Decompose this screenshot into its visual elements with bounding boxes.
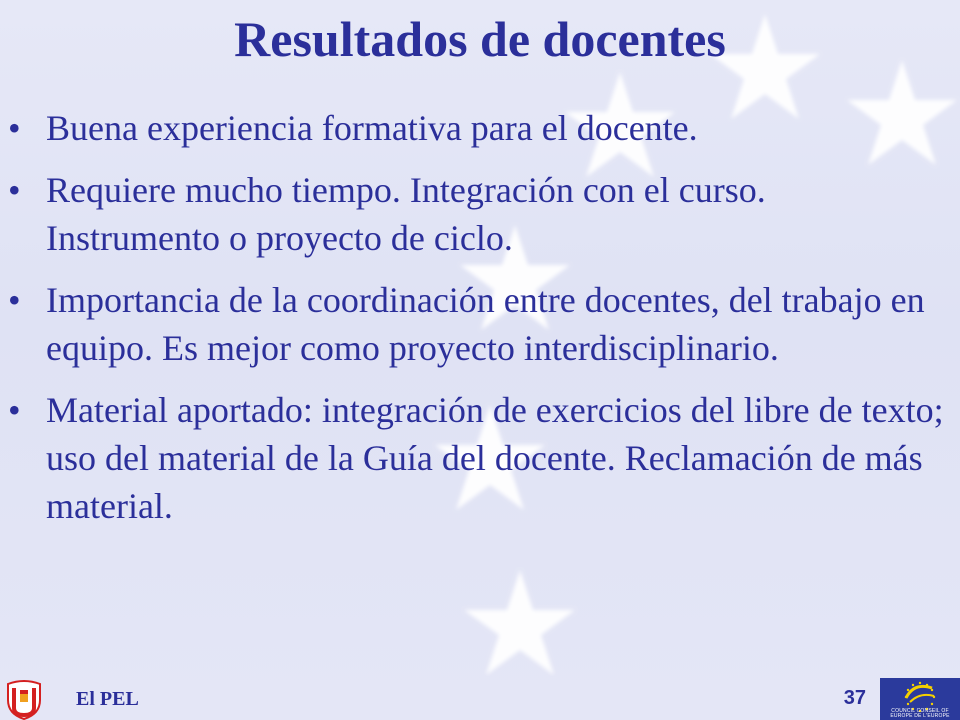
bullet-icon: • bbox=[8, 280, 21, 320]
bullet-item bbox=[0, 104, 945, 152]
council-of-europe-caption: COUNCIL CONSEIL OF EUROPE DE L'EUROPE bbox=[890, 708, 950, 719]
footer-label: El PEL bbox=[76, 688, 139, 710]
bullet-icon: • bbox=[8, 390, 21, 430]
bullet-item bbox=[0, 276, 945, 372]
bullet-text: Importancia de la coordinación entre docentes, del trabajo en equipo. Es mejor como proyecto interdisciplinario. bbox=[46, 280, 925, 368]
council-of-europe-flag-icon bbox=[880, 678, 960, 712]
star-icon bbox=[464, 570, 575, 675]
bullet-icon: • bbox=[8, 170, 21, 210]
pel-logo-icon bbox=[2, 678, 46, 720]
bullet-icon: • bbox=[8, 108, 21, 148]
council-of-europe-logo bbox=[880, 678, 960, 720]
bullet-text: Material aportado: integración de exercicios del libre de texto; uso del material de la Guía del docente. Reclamación de más material. bbox=[46, 390, 944, 526]
bullet-text: Buena experiencia formativa para el docente. bbox=[46, 108, 698, 148]
bullet-item bbox=[0, 386, 945, 530]
bullet-text: Requiere mucho tiempo. Integración con el curso. Instrumento o proyecto de ciclo. bbox=[46, 170, 766, 258]
slide-title: Resultados de docentes bbox=[234, 11, 726, 67]
bullet-item bbox=[0, 166, 945, 262]
page-number: 37 bbox=[843, 687, 866, 709]
bullet-list bbox=[0, 104, 945, 544]
